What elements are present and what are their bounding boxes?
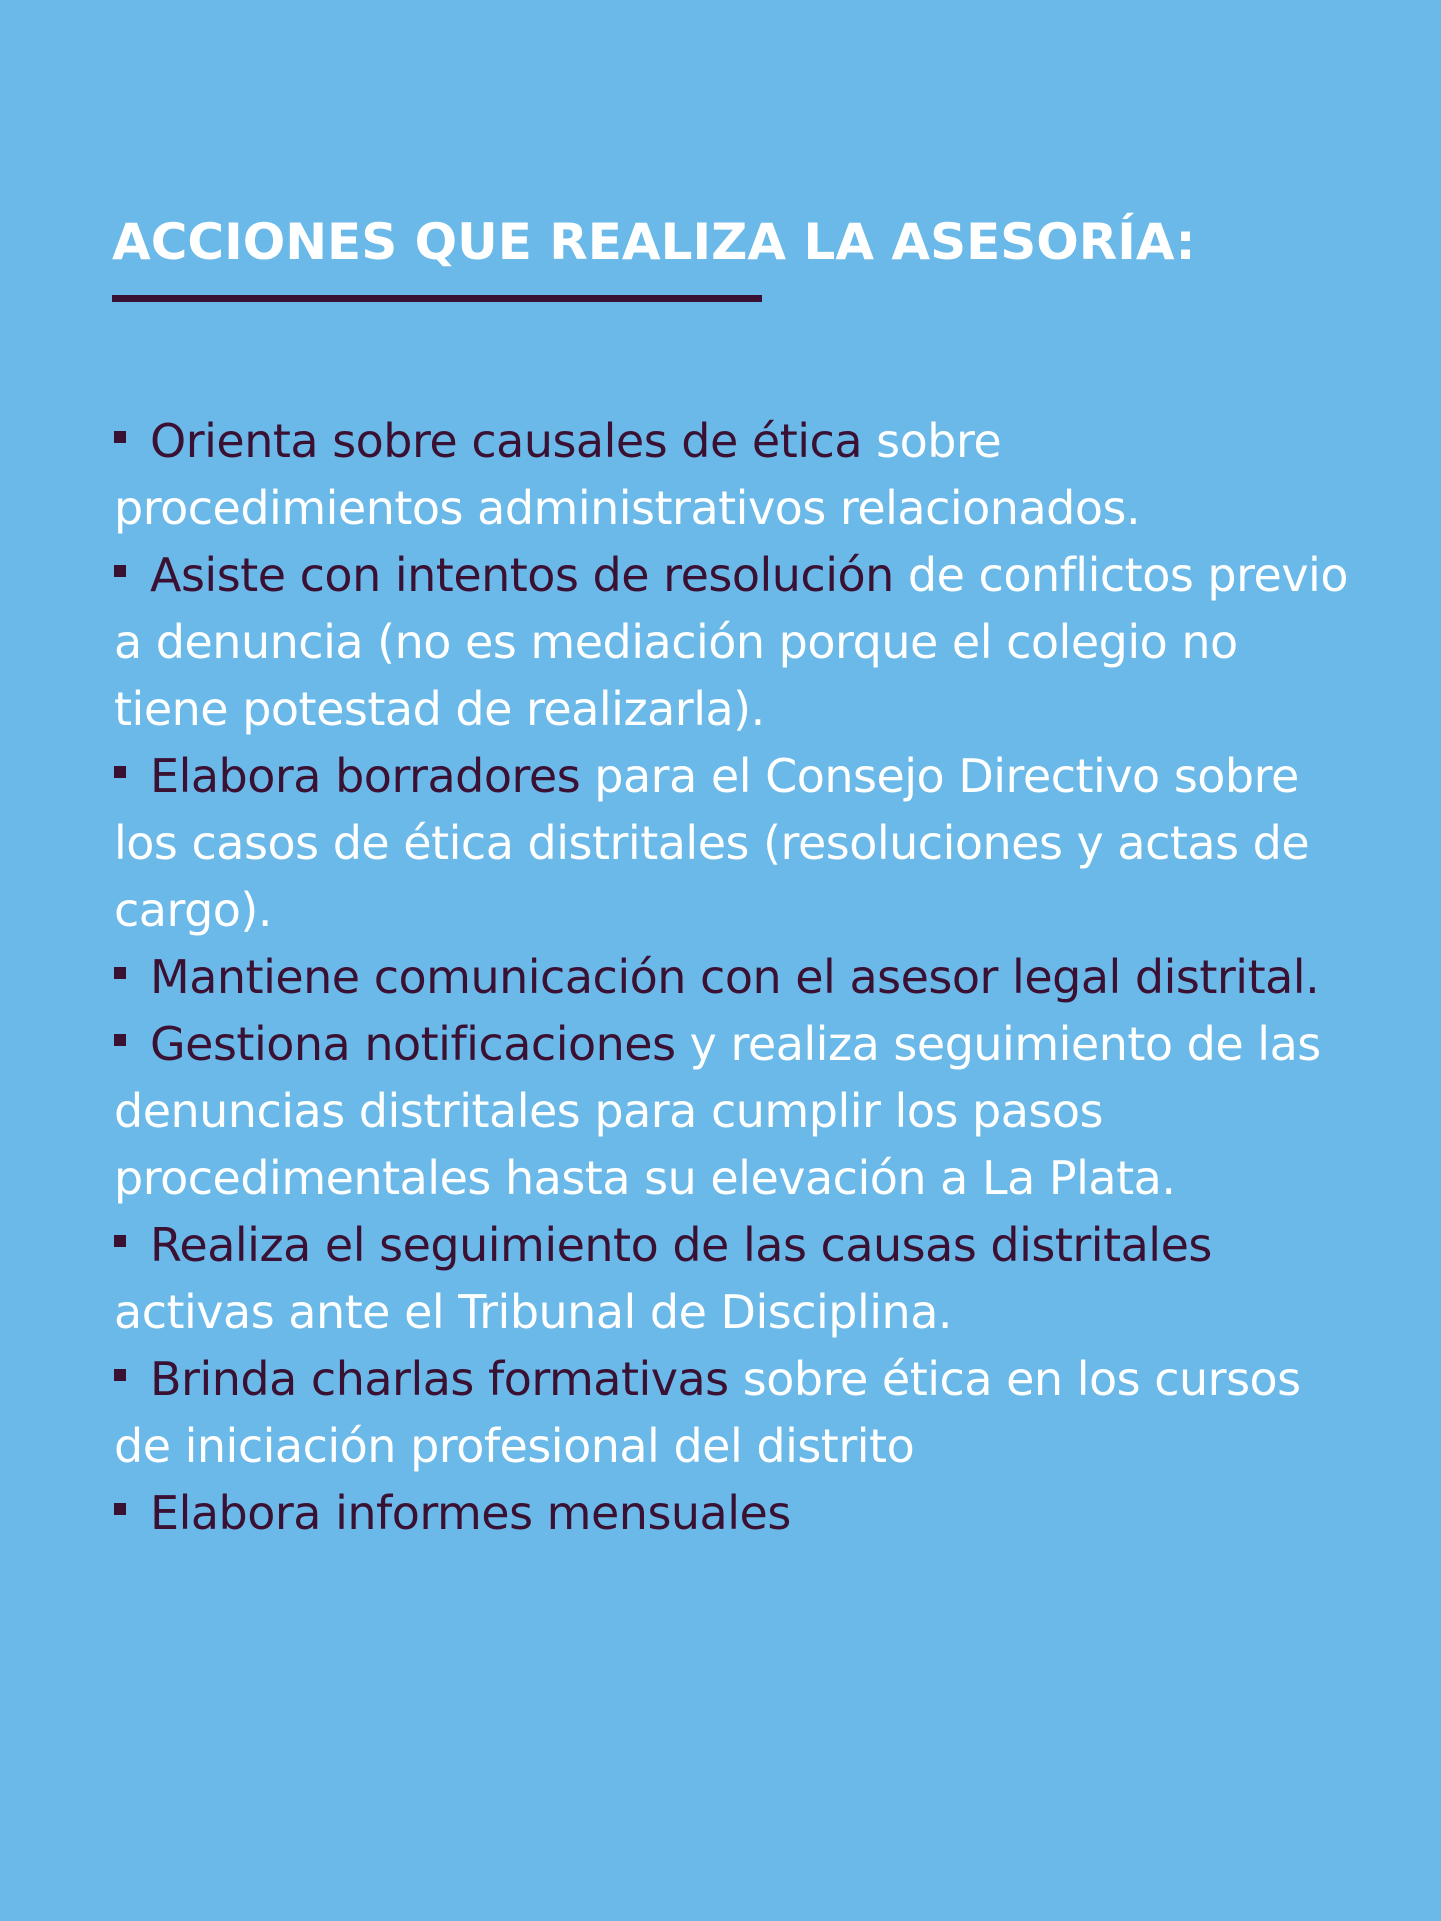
list-item — [114, 944, 1354, 1011]
item-highlight: Elabora informes mensuales — [150, 1486, 791, 1540]
bullet-icon — [114, 967, 126, 979]
list-item — [114, 1480, 1354, 1547]
bullet-icon — [114, 1503, 126, 1515]
item-highlight: Mantiene comunicación con el asesor legal distrital. — [150, 950, 1320, 1004]
bullet-icon — [114, 431, 126, 443]
actions-list — [114, 408, 1354, 1547]
bullet-icon — [114, 565, 126, 577]
item-highlight: Gestiona notificaciones — [150, 1017, 676, 1071]
list-item — [114, 1346, 1354, 1480]
list-item — [114, 1011, 1354, 1212]
bullet-icon — [114, 1235, 126, 1247]
list-item — [114, 542, 1354, 743]
item-text: activas ante el Tribunal de Disciplina. — [114, 1285, 953, 1339]
item-text: sobre procedimientos administrativos relacionados. — [114, 414, 1141, 535]
title-underline — [112, 295, 762, 302]
item-text: sobre ética en los cursos de iniciación profesional del distrito — [114, 1352, 1301, 1473]
item-highlight: Brinda charlas formativas — [150, 1352, 729, 1406]
list-item — [114, 408, 1354, 542]
item-highlight: Asiste con intentos de resolución — [150, 548, 894, 602]
list-item — [114, 1212, 1354, 1346]
page-title: ACCIONES QUE REALIZA LA ASESORÍA: — [112, 213, 1196, 271]
item-text: y realiza seguimiento de las denuncias distritales para cumplir los pasos procedimentales hasta su elevación a La Plata. — [114, 1017, 1321, 1205]
item-highlight: Orienta sobre causales de ética — [150, 414, 863, 468]
item-highlight: Realiza el seguimiento de las causas distritales — [150, 1218, 1212, 1272]
bullet-icon — [114, 766, 126, 778]
item-highlight: Elabora borradores — [150, 749, 581, 803]
bullet-icon — [114, 1034, 126, 1046]
item-text: de conflictos previo a denuncia (no es mediación porque el colegio no tiene potestad de realizarla). — [114, 548, 1348, 736]
bullet-icon — [114, 1369, 126, 1381]
item-text: para el Consejo Directivo sobre los casos de ética distritales (resoluciones y actas de cargo). — [114, 749, 1310, 937]
list-item — [114, 743, 1354, 944]
